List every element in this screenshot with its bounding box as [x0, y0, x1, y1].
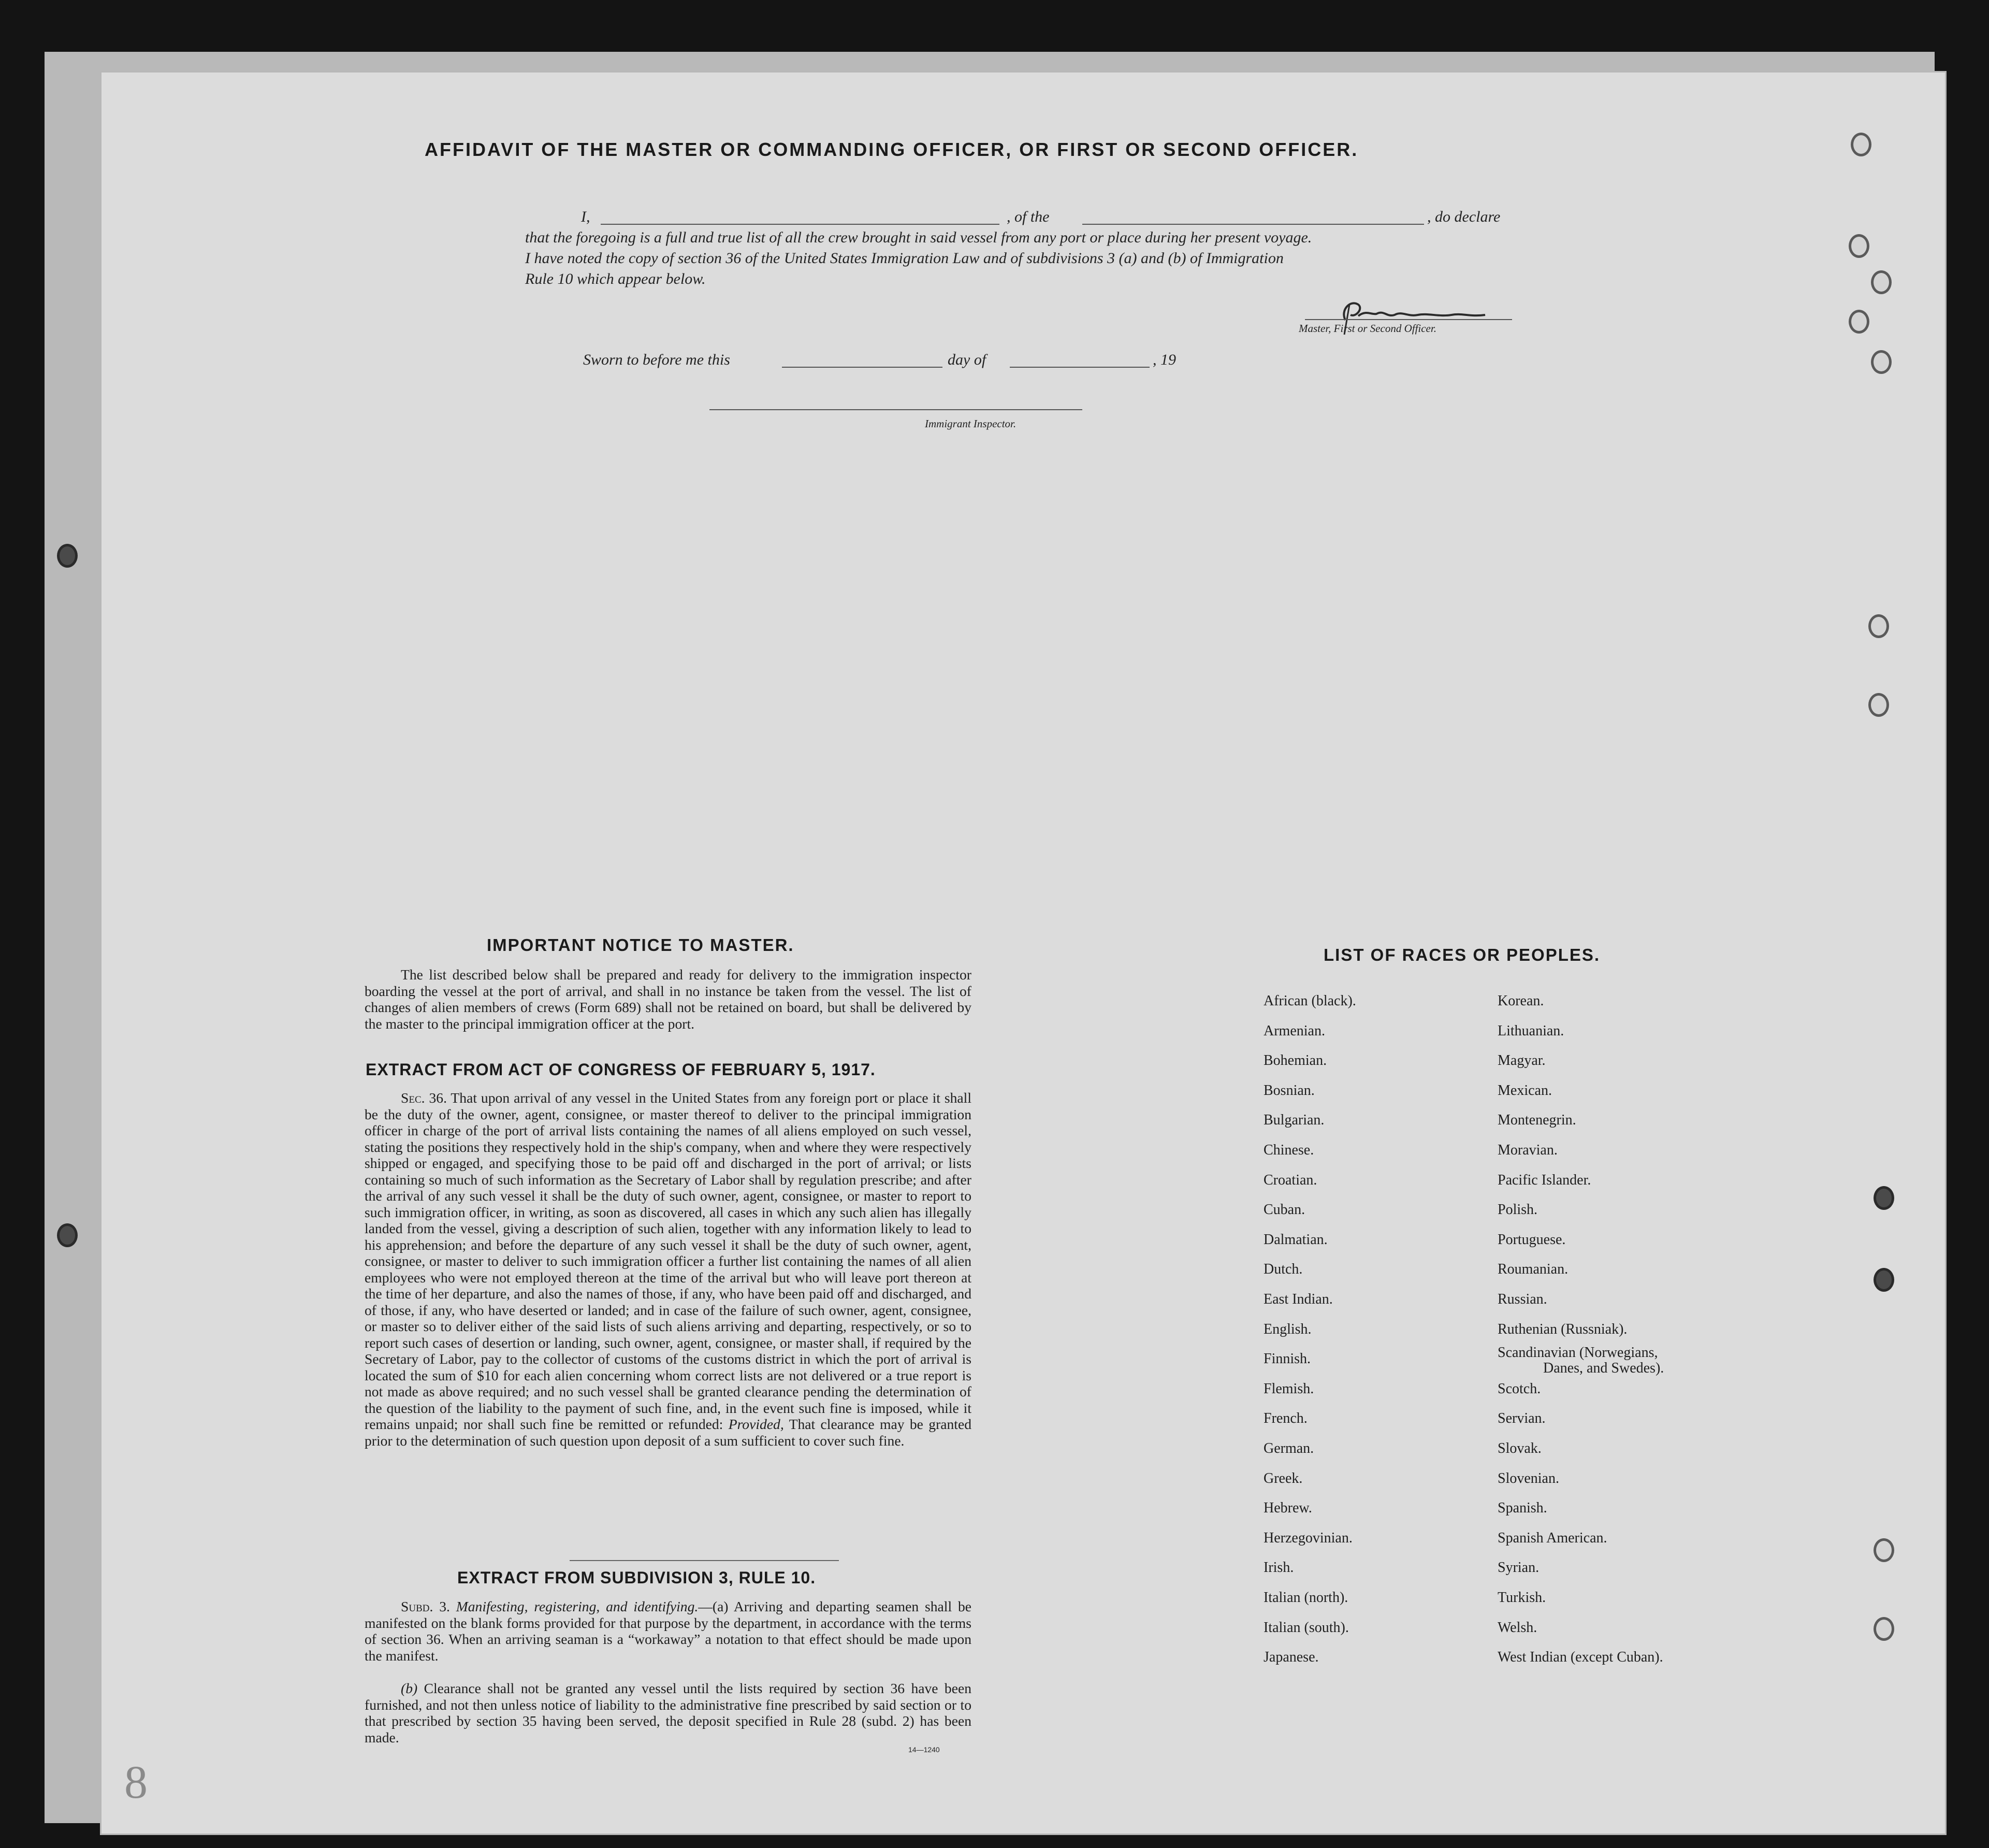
year-text: , 19: [1153, 351, 1176, 368]
affidavit-line-2: that the foregoing is a full and true list of all the crew brought in said vessel from any port or place during her present voyage.: [525, 229, 1312, 246]
race-item: Montenegrin.: [1498, 1112, 1576, 1128]
race-item: Magyar.: [1498, 1052, 1546, 1069]
notice-title: IMPORTANT NOTICE TO MASTER.: [487, 935, 794, 955]
inspector-label: Immigrant Inspector.: [925, 417, 1017, 430]
race-item: English.: [1264, 1321, 1312, 1337]
extract-rule-title: EXTRACT FROM SUBDIVISION 3, RULE 10.: [457, 1568, 816, 1587]
race-item: Portuguese.: [1498, 1232, 1566, 1248]
affidavit-line-3: I have noted the copy of section 36 of the United States Immigration Law and of subdivisions 3 (a) and (b) of Immigration: [525, 250, 1284, 267]
signature-label: Master, First or Second Officer.: [1299, 322, 1436, 335]
race-item: Ruthenian (Russniak).: [1498, 1321, 1628, 1337]
extract-rule-para-a: [365, 1598, 971, 1664]
race-item: Turkish.: [1498, 1590, 1546, 1606]
sworn-day-line: [782, 367, 942, 368]
race-item: Spanish.: [1498, 1500, 1547, 1516]
race-item: Herzegovinian.: [1264, 1530, 1353, 1546]
affidavit-declare: , do declare: [1427, 208, 1501, 225]
race-item: Pacific Islander.: [1498, 1172, 1591, 1188]
section-text: That upon arrival of any vessel in the United States from any foreign port or place it shall be the duty of the owner, agent, consignee, or master thereof to deliver to the principal immigration officer in charge of the port of arrival lists containing the names of all aliens employed on such vessel, stating the positions they respectively hold in the ship's company, when and where they were respectively shipped or engaged, and specifying those to be paid off and discharged in the port of arrival; or lists containing so much of such information as the Secretary of Labor shall by regulation prescribe; and after the arrival of any such vessel it shall be the duty of such owner, agent, consignee, or master to report to such immigration officer, in writing, as soon as discovered, all cases in which any such alien has illegally landed from the vessel, giving a description of such alien, together with any information likely to lead to his apprehension; and before the departure of any such vessel it shall be the duty of such owner, agent, consignee, or master to deliver to such immigration officer a further list containing the names of all alien employees who were not employed thereon at the time of the arrival but who will leave port thereon at the time of her departure, and also the names of those, if any, who have been paid off and discharged, and of those, if any, who have deserted or landed; and in case of the failure of such owner, agent, consignee, or master so to deliver either of the said lists of such aliens arriving and departing, respectively, or so to report such cases of desertion or landing, such owner, agent, consignee, or master shall, if required by the Secretary of Labor, pay to the collector of customs of the customs district in which the port of arrival is located the sum of $10 for each alien concerning whom correct lists are not delivered or a true report is not made as above required; and no such vessel shall be granted clearance pending the determination of the question of the liability to the payment of such fine, and, in the event such fine is imposed, while it remains unpaid; nor shall such fine be remitted or refunded:: [365, 1090, 971, 1432]
signature-line: [1305, 319, 1512, 320]
subd-label: Subd. 3.: [401, 1598, 450, 1614]
race-item: Servian.: [1498, 1410, 1546, 1426]
subd-para-a: —(a) Arriving and departing seamen shall be manifested on the blank forms provided for that purpose by the department, in accordance with the terms of section 36. When an arriving seaman is a “workaway” a notation to that effect should be made upon the manifest.: [365, 1598, 971, 1664]
races-title: LIST OF RACES OR PEOPLES.: [1324, 945, 1601, 964]
race-item: African (black).: [1264, 993, 1356, 1009]
race-item: Russian.: [1498, 1291, 1547, 1307]
race-item: Italian (north).: [1264, 1590, 1348, 1606]
race-item: Mexican.: [1498, 1082, 1552, 1099]
race-item: Cuban.: [1264, 1202, 1305, 1218]
extract-act-body: [365, 1090, 971, 1449]
race-item: Dalmatian.: [1264, 1232, 1328, 1248]
divider: [570, 1560, 839, 1561]
affidavit-of-the: , of the: [1007, 208, 1050, 225]
race-item: French.: [1264, 1410, 1308, 1426]
page-number: 8: [124, 1757, 148, 1808]
race-item: Bosnian.: [1264, 1082, 1315, 1099]
race-item: Scandinavian (Norwegians,: [1498, 1345, 1658, 1361]
race-item: Moravian.: [1498, 1142, 1558, 1158]
race-item: Armenian.: [1264, 1023, 1325, 1039]
race-item: Japanese.: [1264, 1649, 1319, 1665]
race-item: Danes, and Swedes).: [1543, 1360, 1664, 1376]
race-item: Hebrew.: [1264, 1500, 1312, 1516]
race-item: Chinese.: [1264, 1142, 1314, 1158]
race-item: Slovenian.: [1498, 1470, 1559, 1486]
race-item: Bulgarian.: [1264, 1112, 1325, 1128]
race-item: Roumanian.: [1498, 1261, 1569, 1277]
race-item: Flemish.: [1264, 1381, 1314, 1397]
race-item: Bohemian.: [1264, 1052, 1327, 1069]
day-of-text: day of: [948, 351, 986, 368]
extract-act-title: EXTRACT FROM ACT OF CONGRESS OF FEBRUARY 5, 1917.: [366, 1060, 876, 1079]
race-item: Korean.: [1498, 993, 1544, 1009]
subd-title: Manifesting, registering, and identifying.: [456, 1598, 699, 1614]
vessel-blank-line: [1082, 224, 1424, 225]
race-item: Slovak.: [1498, 1440, 1542, 1456]
race-item: Dutch.: [1264, 1261, 1303, 1277]
race-item: Lithuanian.: [1498, 1023, 1564, 1039]
name-blank-line: [601, 224, 999, 225]
section-text-end: That clearance may be granted prior to the determination of such question upon deposit of a sum sufficient to cover such fine.: [365, 1416, 972, 1449]
race-item: Welsh.: [1498, 1620, 1537, 1636]
race-item: Spanish American.: [1498, 1530, 1607, 1546]
race-item: Scotch.: [1498, 1381, 1541, 1397]
affidavit-line-4: Rule 10 which appear below.: [525, 270, 706, 287]
notice-body: The list described below shall be prepared and ready for delivery to the immigration inspector boarding the vessel at the port of arrival, and shall in no instance be taken from the vessel. The list of changes of alien members of crews (Form 689) shall not be retained on board, but shall be delivered by the master to the principal immigration officer at the port.: [365, 966, 971, 1032]
race-item: Polish.: [1498, 1202, 1538, 1218]
race-item: Finnish.: [1264, 1351, 1311, 1367]
extract-rule-para-b: [365, 1680, 971, 1745]
race-item: Greek.: [1264, 1470, 1303, 1486]
para-b-label: (b): [401, 1680, 418, 1696]
form-number: 14—1240: [908, 1745, 940, 1754]
race-item: West Indian (except Cuban).: [1498, 1649, 1663, 1665]
section-label: Sec. 36.: [401, 1090, 447, 1106]
inspector-line: [709, 409, 1082, 410]
affidavit-i: I,: [581, 208, 590, 225]
race-item: East Indian.: [1264, 1291, 1333, 1307]
race-item: Italian (south).: [1264, 1620, 1349, 1636]
affidavit-title: AFFIDAVIT OF THE MASTER OR COMMANDING OFFICER, OR FIRST OR SECOND OFFICER.: [425, 139, 1359, 160]
para-b-text: Clearance shall not be granted any vessel until the lists required by section 36 have been furnished, and not then unless notice of liability to the administrative fine prescribed by said section or to that prescribed by section 35 having been served, the deposit specified in Rule 28 (subd. 2) has been made.: [365, 1680, 971, 1745]
sworn-text: Sworn to before me this: [583, 351, 730, 368]
race-item: German.: [1264, 1440, 1314, 1456]
document-page: [101, 73, 1945, 1833]
race-item: Irish.: [1264, 1560, 1294, 1576]
race-item: Syrian.: [1498, 1560, 1540, 1576]
month-line: [1010, 367, 1150, 368]
race-item: Croatian.: [1264, 1172, 1317, 1188]
provided-word: Provided,: [728, 1416, 784, 1432]
